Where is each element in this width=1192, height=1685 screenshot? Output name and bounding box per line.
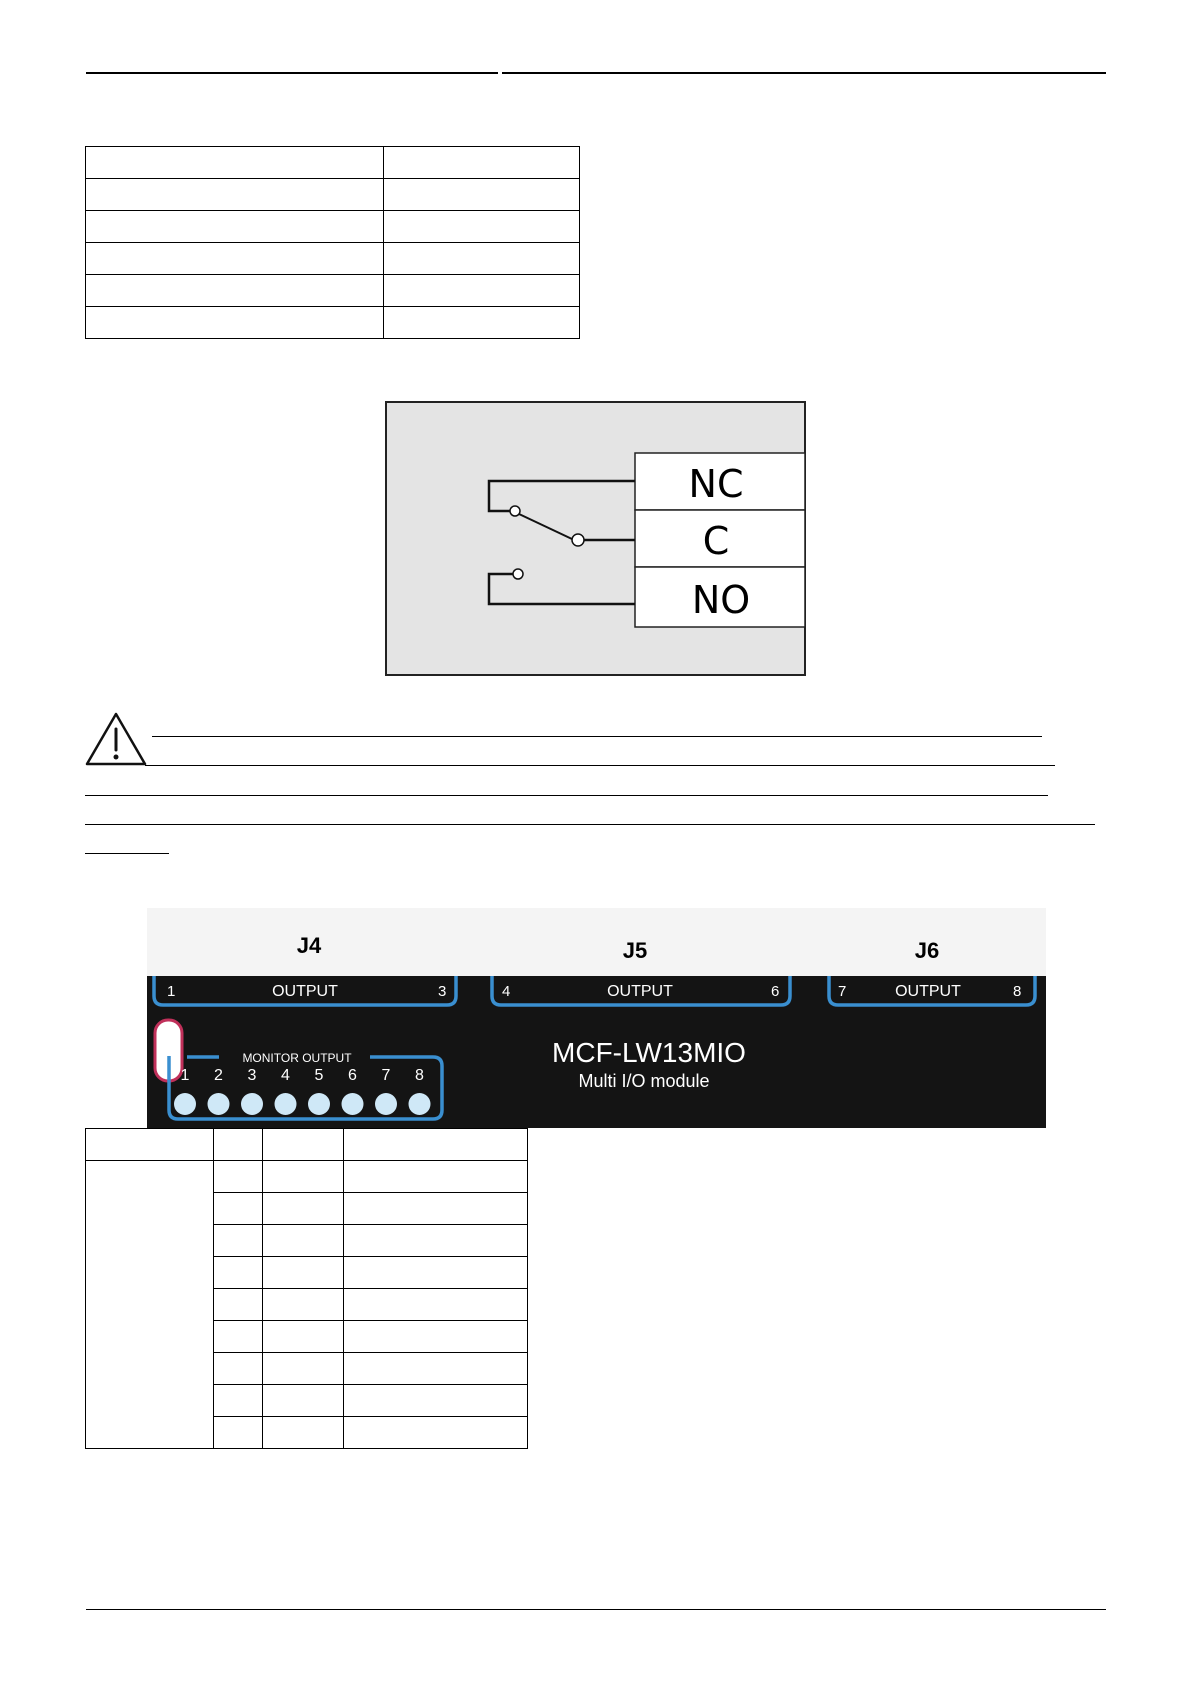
svg-text:6: 6	[771, 983, 780, 1000]
svg-text:OUTPUT: OUTPUT	[895, 983, 961, 1000]
relay-contact-diagram	[385, 401, 806, 676]
module-front-panel	[147, 908, 1046, 1128]
header-rule-right	[502, 72, 1106, 74]
footer-rule	[86, 1609, 1106, 1610]
monitor-number-8: 8	[415, 1067, 424, 1084]
monitor-number-2: 2	[214, 1067, 223, 1084]
monitor-led-4	[275, 1093, 297, 1115]
monitor-led-6	[342, 1093, 364, 1115]
note-line-4	[85, 824, 1095, 825]
svg-text:8: 8	[1013, 983, 1022, 1000]
monitor-led-5	[308, 1093, 330, 1115]
svg-text:OUTPUT: OUTPUT	[272, 983, 338, 1000]
note-line-1	[152, 736, 1042, 737]
model-subtitle: Multi I/O module	[578, 1071, 710, 1091]
svg-text:7: 7	[838, 983, 847, 1000]
svg-text:3: 3	[438, 983, 447, 1000]
terminal-c-label: C	[702, 519, 730, 563]
monitor-led-8	[409, 1093, 431, 1115]
terminal-nc-label: NC	[688, 462, 744, 506]
connector-j5-label: J5	[622, 938, 648, 963]
monitor-number-3: 3	[247, 1067, 257, 1084]
warning-icon	[84, 711, 148, 767]
model-name: MCF-LW13MIO	[552, 1037, 746, 1068]
monitor-number-7: 7	[381, 1067, 391, 1084]
monitor-number-5: 5	[314, 1067, 324, 1084]
spec-table	[85, 146, 580, 339]
connector-j6-label: J6	[914, 938, 940, 963]
svg-text:4: 4	[502, 983, 511, 1000]
svg-text:1: 1	[167, 983, 176, 1000]
terminal-no-label: NO	[691, 578, 751, 622]
connector-j4-label: J4	[296, 933, 322, 958]
monitor-output-label: MONITOR OUTPUT	[242, 1051, 352, 1065]
pin-table	[85, 1128, 528, 1449]
monitor-led-2	[208, 1093, 230, 1115]
svg-text:OUTPUT: OUTPUT	[607, 983, 673, 1000]
monitor-number-6: 6	[348, 1067, 357, 1084]
monitor-led-1	[174, 1093, 196, 1115]
note-line-2	[145, 765, 1055, 766]
note-line-3	[85, 795, 1048, 796]
monitor-led-7	[375, 1093, 397, 1115]
header-rule-left	[86, 72, 498, 74]
monitor-number-1: 1	[180, 1067, 190, 1084]
note-line-5	[85, 853, 169, 854]
monitor-led-3	[241, 1093, 263, 1115]
monitor-number-4: 4	[281, 1067, 290, 1084]
